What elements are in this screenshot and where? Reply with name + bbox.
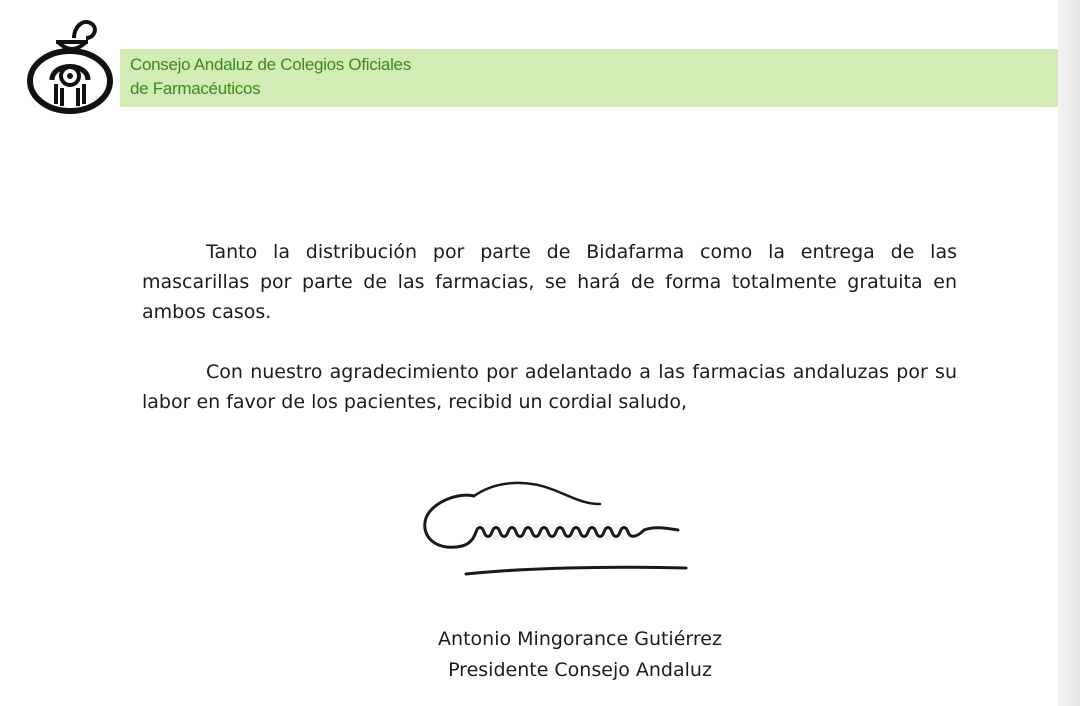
page-edge bbox=[1058, 0, 1080, 706]
pharmacy-logo-icon bbox=[22, 12, 118, 116]
organization-line-1: Consejo Andaluz de Colegios Oficiales bbox=[130, 55, 411, 74]
organization-name bbox=[130, 53, 411, 101]
paragraph-distribution: Tanto la distribución por parte de Bidafarma como la entrega de las mascarillas por parte de las farmacias, se hará de forma totalmente gratuita en ambos casos. bbox=[142, 241, 957, 323]
handwritten-signature bbox=[404, 456, 704, 586]
signer-name: Antonio Mingorance Gutiérrez bbox=[438, 628, 722, 650]
signer-role: Presidente Consejo Andaluz bbox=[448, 659, 712, 681]
paragraph-closing: Con nuestro agradecimiento por adelantado a las farmacias andaluzas por su labor en favor de los pacientes, recibid un cordial saludo, bbox=[142, 361, 957, 413]
header-banner bbox=[120, 49, 1058, 107]
organization-line-2: de Farmacéuticos bbox=[130, 79, 261, 98]
